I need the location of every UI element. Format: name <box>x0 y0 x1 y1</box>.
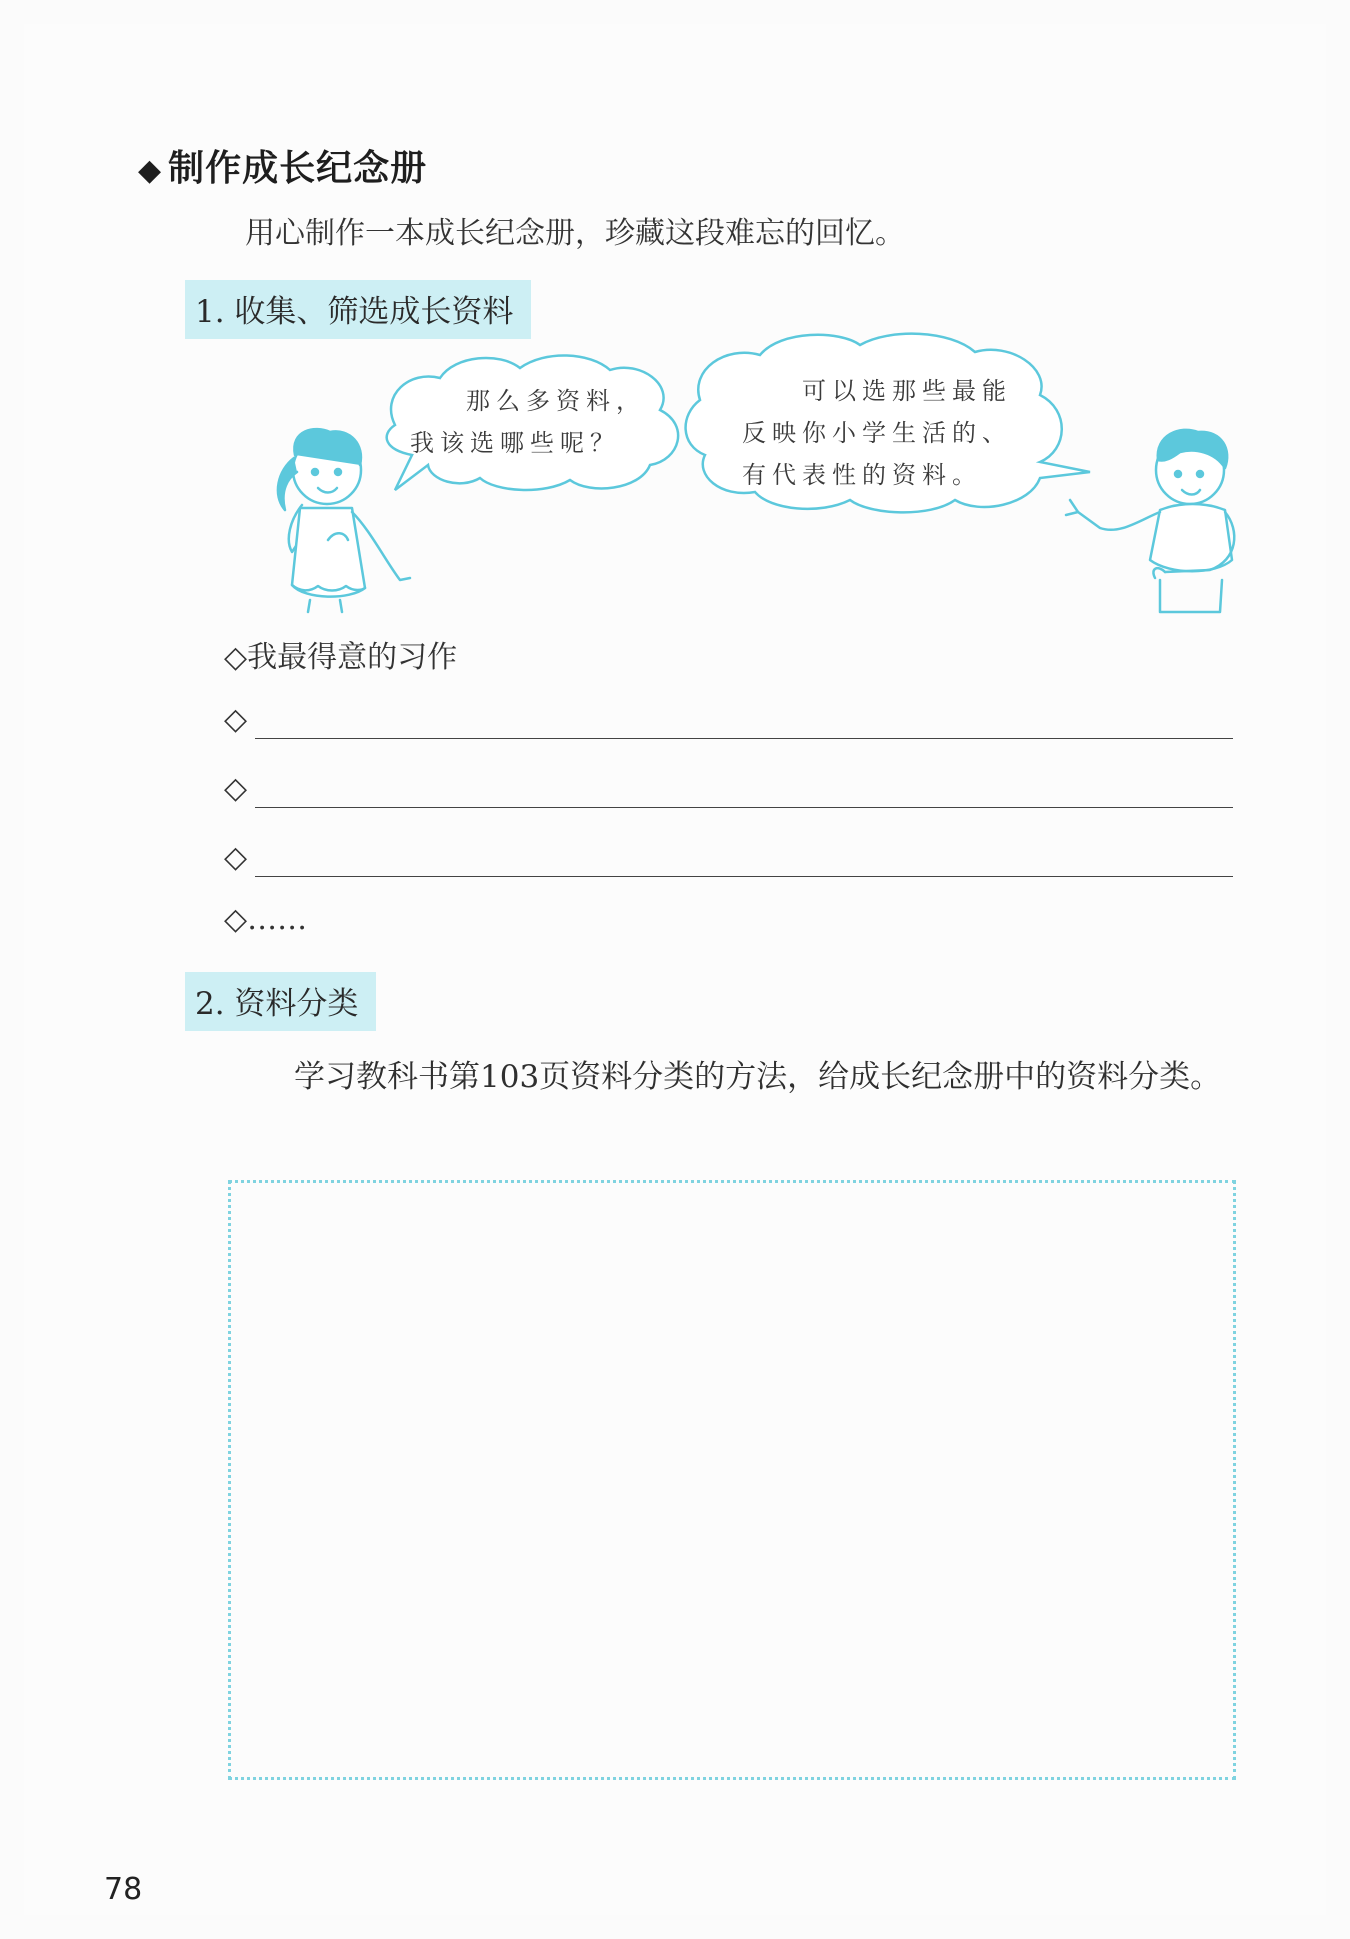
fill-in-line-1[interactable] <box>255 738 1233 739</box>
list-ellipsis: …… <box>247 902 308 937</box>
list-item-blank-3 <box>224 840 247 875</box>
girl-speech-line-2: 我该选哪些呢？ <box>410 429 620 457</box>
list-item-more <box>224 902 307 937</box>
intro-text: 用心制作一本成长纪念册，珍藏这段难忘的回忆。 <box>245 216 905 251</box>
list-marker: ◇ <box>224 640 248 675</box>
section-title <box>138 140 427 191</box>
list-marker: ◇ <box>224 840 248 875</box>
boy-speech-text <box>742 370 1012 496</box>
boy-speech-line-3: 有代表性的资料。 <box>742 461 982 489</box>
list-marker: ◇ <box>224 902 248 937</box>
list-item <box>224 632 457 676</box>
list-marker: ◇ <box>224 702 248 737</box>
fill-in-line-3[interactable] <box>255 876 1233 877</box>
step1-label: 1. 收集、筛选成长资料 <box>185 280 531 339</box>
section-title-text: 制作成长纪念册 <box>168 148 428 189</box>
boy-speech-line-2: 反映你小学生活的、 <box>742 419 1012 447</box>
page-number: 78 <box>104 1872 143 1907</box>
step2-label: 2. 资料分类 <box>185 972 376 1031</box>
girl-illustration <box>278 429 410 612</box>
list-item-blank-2 <box>224 771 247 806</box>
fill-in-line-2[interactable] <box>255 807 1233 808</box>
boy-illustration <box>1066 430 1234 612</box>
girl-speech-text <box>410 380 646 464</box>
boy-speech-line-1: 可以选那些最能 <box>802 377 1012 405</box>
list-marker: ◇ <box>224 771 248 806</box>
answer-area[interactable] <box>228 1180 1236 1780</box>
list-item-text: 我最得意的习作 <box>247 640 458 675</box>
section-marker: ◆ <box>138 153 163 188</box>
step2-instruction: 学习教科书第103页资料分类的方法，给成长纪念册中的资料分类。 <box>294 1059 1222 1095</box>
girl-speech-line-1: 那么多资料， <box>466 387 646 415</box>
list-item-blank-1 <box>224 702 247 737</box>
